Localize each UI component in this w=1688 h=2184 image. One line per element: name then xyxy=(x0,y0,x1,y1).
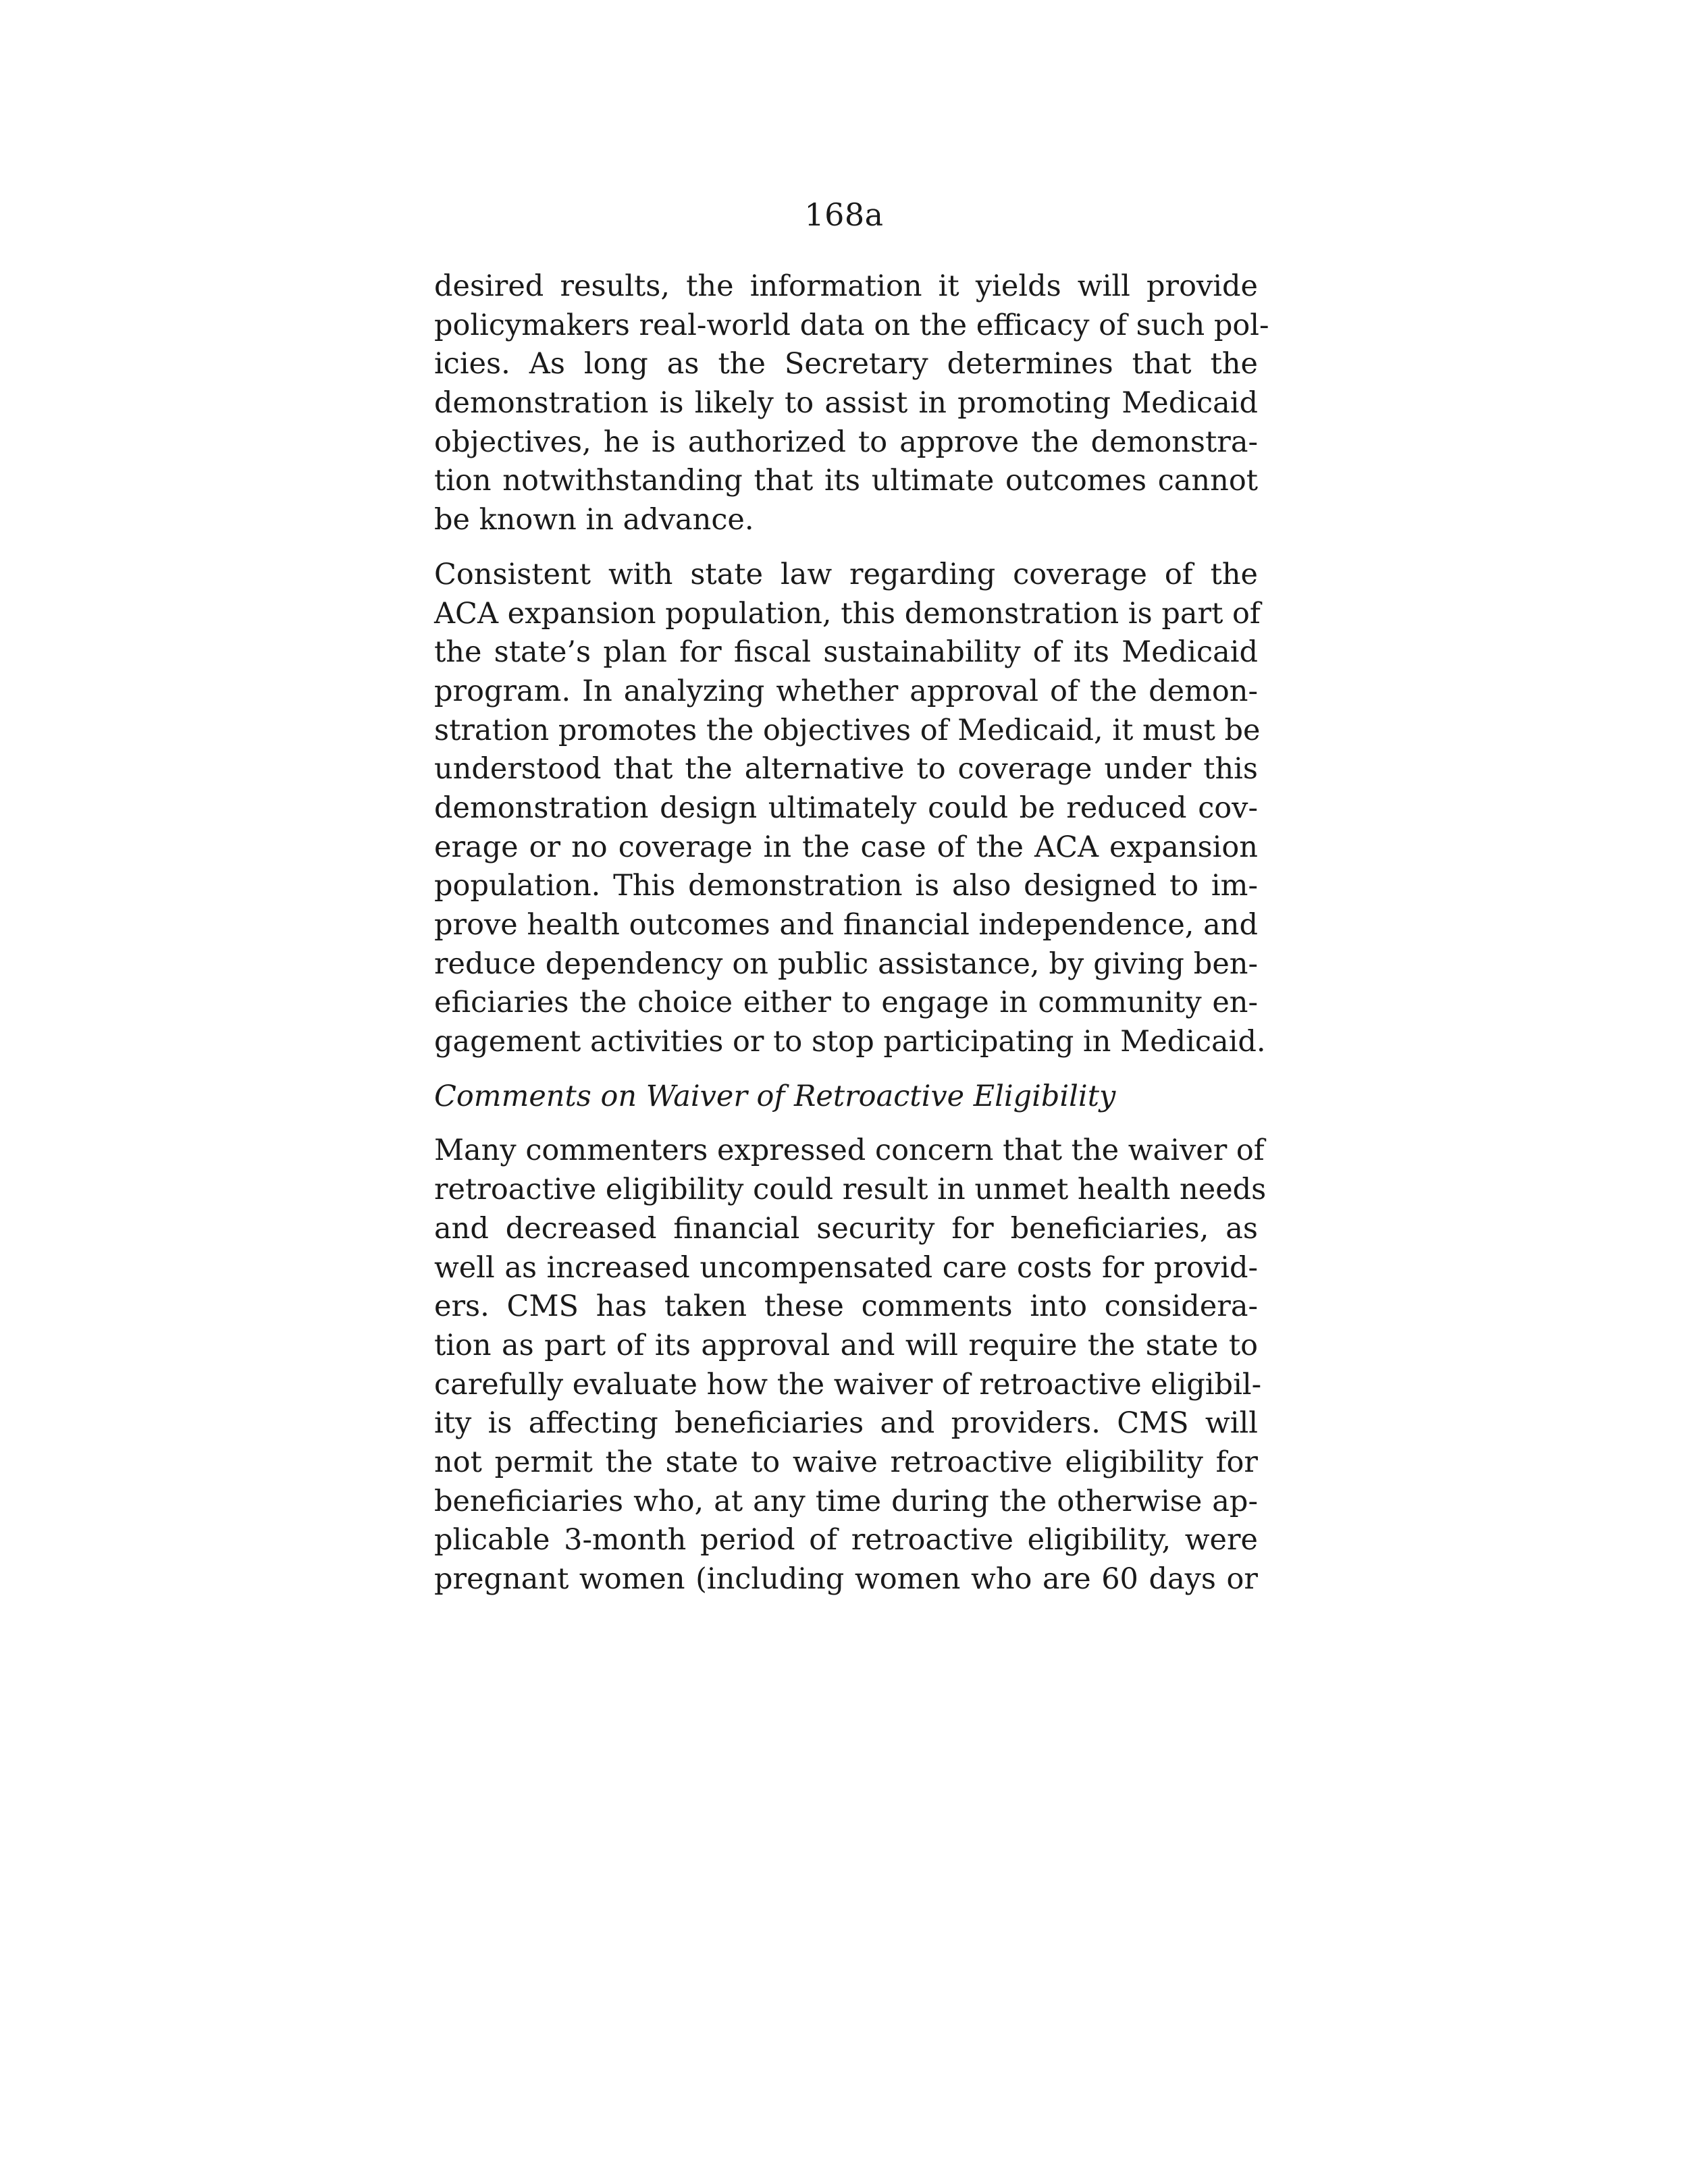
page-number: 168a xyxy=(804,196,884,233)
text-line: demonstration is likely to assist in promoting Medicaid xyxy=(434,386,1258,421)
text-line: beneficiaries who, at any time during the otherwise ap- xyxy=(434,1484,1258,1518)
text-line: understood that the alternative to coverage under this xyxy=(434,752,1258,787)
text-line: desired results, the information it yields will provide xyxy=(434,269,1258,303)
paragraph-gap xyxy=(434,1116,1258,1131)
text-line: icies. As long as the Secretary determines that the xyxy=(434,347,1258,381)
text-line: stration promotes the objectives of Medicaid, it must be xyxy=(434,713,1261,747)
section-heading: Comments on Waiver of Retroactive Eligibility xyxy=(434,1079,1116,1113)
text-line: erage or no coverage in the case of the ACA expansion xyxy=(434,830,1258,864)
text-line: retroactive eligibility could result in unmet health needs xyxy=(434,1173,1267,1207)
text-line: carefully evaluate how the waiver of retroactive eligibil- xyxy=(434,1367,1262,1402)
text-line: be known in advance. xyxy=(434,503,754,537)
text-line: pregnant women (including women who are 60 days or xyxy=(434,1562,1258,1596)
paragraph-gap xyxy=(434,1062,1258,1077)
text-line: population. This demonstration is also designed to im- xyxy=(434,869,1258,903)
text-line: objectives, he is authorized to approve the demonstra- xyxy=(434,425,1258,459)
paragraph-1 xyxy=(434,267,1269,540)
text-line: tion as part of its approval and will require the state to xyxy=(434,1328,1258,1362)
text-line: Consistent with state law regarding coverage of the xyxy=(434,557,1258,591)
text-line: ity is affecting beneficiaries and providers. CMS will xyxy=(434,1406,1258,1441)
text-line: program. In analyzing whether approval of the demon- xyxy=(434,674,1258,708)
text-line: Many commenters expressed concern that the waiver of xyxy=(434,1134,1265,1168)
text-line: gagement activities or to stop participating in Medicaid. xyxy=(434,1025,1266,1059)
text-line: ACA expansion population, this demonstration is part of xyxy=(434,596,1261,631)
text-line: not permit the state to waive retroactive eligibility for xyxy=(434,1445,1258,1479)
text-line: ers. CMS has taken these comments into considera- xyxy=(434,1289,1258,1324)
paragraph-3 xyxy=(434,1131,1267,1599)
paragraph-gap xyxy=(434,540,1258,556)
text-line: the state’s plan for fiscal sustainability of its Medicaid xyxy=(434,635,1258,670)
text-line: tion notwithstanding that its ultimate outcomes cannot xyxy=(434,464,1258,498)
text-line: eficiaries the choice either to engage in community en- xyxy=(434,986,1258,1020)
text-line: plicable 3-month period of retroactive eligibility, were xyxy=(434,1523,1258,1557)
paragraph-2 xyxy=(434,556,1266,1062)
text-line: reduce dependency on public assistance, by giving ben- xyxy=(434,947,1258,981)
text-line: prove health outcomes and financial independence, and xyxy=(434,908,1258,942)
text-line: well as increased uncompensated care costs for provid- xyxy=(434,1250,1258,1285)
text-line: demonstration design ultimately could be reduced cov- xyxy=(434,791,1258,825)
text-line: policymakers real-world data on the efficacy of such pol- xyxy=(434,308,1269,342)
text-line: and decreased financial security for beneficiaries, as xyxy=(434,1211,1258,1246)
text-column xyxy=(434,267,1269,1599)
